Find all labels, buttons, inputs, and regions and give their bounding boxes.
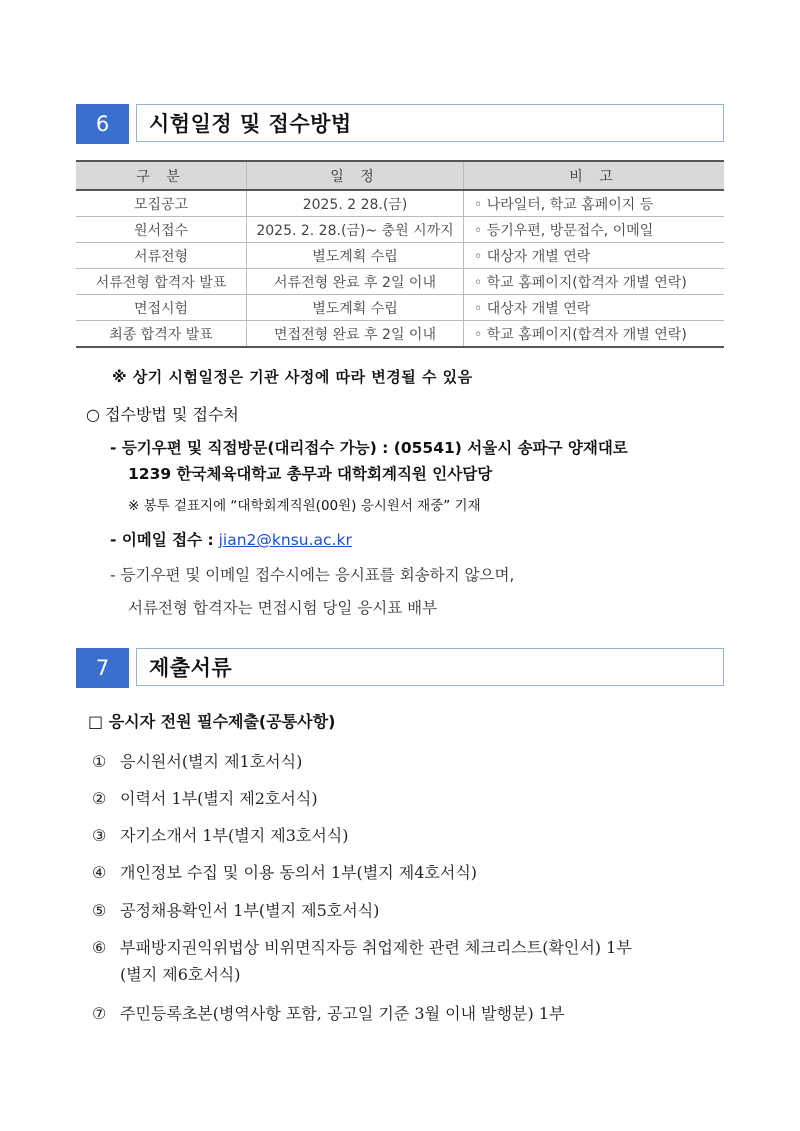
table-cell: ◦ 등기우편, 방문접수, 이메일 — [464, 217, 725, 243]
table-cell: 최종 합격자 발표 — [76, 321, 247, 348]
table-row — [76, 190, 724, 217]
documents-heading: □ 응시자 전원 필수제출(공통사항) — [88, 712, 336, 731]
list-item — [92, 749, 302, 772]
table-header: 구 분 — [76, 161, 247, 190]
item-text: 개인정보 수집 및 이용 동의서 1부(별지 제4호서식) — [120, 863, 478, 882]
item-text: 공정채용확인서 1부(별지 제5호서식) — [120, 901, 380, 920]
item-text: 자기소개서 1부(별지 제3호서식) — [120, 826, 349, 845]
table-cell: 원서접수 — [76, 217, 247, 243]
table-cell: 서류전형 완료 후 2일 이내 — [247, 269, 464, 295]
item-text: 주민등록초본(병역사항 포함, 공고일 기준 3월 이내 발행분) 1부 — [120, 1004, 565, 1023]
table-cell: ◦ 학교 홈페이지(합격자 개별 연락) — [464, 321, 725, 348]
table-row — [76, 269, 724, 295]
email-line — [110, 528, 352, 550]
table-cell: 서류전형 합격자 발표 — [76, 269, 247, 295]
section-title: 시험일정 및 접수방법 — [136, 104, 724, 142]
list-item — [92, 823, 349, 846]
item-number: ② — [92, 789, 107, 808]
list-item — [92, 786, 318, 809]
table-cell: 2025. 2. 28.(금)~ 충원 시까지 — [247, 217, 464, 243]
table-cell: 별도계획 수립 — [247, 243, 464, 269]
apply-heading: ○ 접수방법 및 접수처 — [86, 405, 239, 424]
item-text-cont: (별지 제6호서식) — [120, 965, 241, 984]
item-number: ① — [92, 752, 107, 771]
schedule-notice: ※ 상기 시험일정은 기관 사정에 따라 변경될 수 있음 — [112, 368, 473, 386]
item-number: ⑥ — [92, 938, 107, 957]
table-cell: 면접시험 — [76, 295, 247, 321]
item-text: 이력서 1부(별지 제2호서식) — [120, 789, 318, 808]
envelope-note: ※ 봉투 겉표지에 “대학회계직원(00원) 응시원서 재중” 기재 — [128, 498, 481, 514]
item-text: 응시원서(별지 제1호서식) — [120, 752, 303, 771]
item-number: ⑤ — [92, 901, 107, 920]
table-row — [76, 295, 724, 321]
list-item — [92, 1001, 564, 1024]
section-number: 7 — [76, 648, 129, 688]
table-cell: ◦ 대상자 개별 연락 — [464, 295, 725, 321]
schedule-table — [76, 160, 724, 348]
section-number: 6 — [76, 104, 129, 144]
table-row — [76, 321, 724, 348]
ticket-note-cont: 서류전형 합격자는 면접시험 당일 응시표 배부 — [128, 599, 438, 617]
section-title: 제출서류 — [136, 648, 724, 686]
item-number: ③ — [92, 826, 107, 845]
table-header: 비 고 — [464, 161, 725, 190]
apply-post-address-cont: 1239 한국체육대학교 총무과 대학회계직원 인사담당 — [128, 465, 493, 483]
item-text: 부패방지권익위법상 비위면직자등 취업제한 관련 체크리스트(확인서) 1부 — [120, 938, 632, 957]
list-item — [92, 898, 379, 921]
table-row — [76, 243, 724, 269]
table-cell: 서류전형 — [76, 243, 247, 269]
table-cell: 별도계획 수립 — [247, 295, 464, 321]
item-number: ⑦ — [92, 1004, 107, 1023]
table-cell: 면접전형 완료 후 2일 이내 — [247, 321, 464, 348]
table-cell: 2025. 2 28.(금) — [247, 190, 464, 217]
email-link[interactable]: jian2@knsu.ac.kr — [218, 531, 352, 549]
table-cell: 모집공고 — [76, 190, 247, 217]
ticket-note: - 등기우편 및 이메일 접수시에는 응시표를 회송하지 않으며, — [110, 566, 515, 584]
list-item — [92, 860, 477, 883]
table-cell: ◦ 나라일터, 학교 홈페이지 등 — [464, 190, 725, 217]
table-header: 일 정 — [247, 161, 464, 190]
table-cell: ◦ 학교 홈페이지(합격자 개별 연락) — [464, 269, 725, 295]
apply-post-address: - 등기우편 및 직접방문(대리접수 가능) : (05541) 서울시 송파구 양재대로 — [110, 439, 628, 457]
table-cell: ◦ 대상자 개별 연락 — [464, 243, 725, 269]
section-6-header — [76, 104, 724, 144]
email-label: - 이메일 접수 : — [110, 531, 214, 549]
item-number: ④ — [92, 863, 107, 882]
table-header-row — [76, 161, 724, 190]
list-item — [92, 935, 632, 958]
section-7-header — [76, 648, 724, 688]
table-row — [76, 217, 724, 243]
